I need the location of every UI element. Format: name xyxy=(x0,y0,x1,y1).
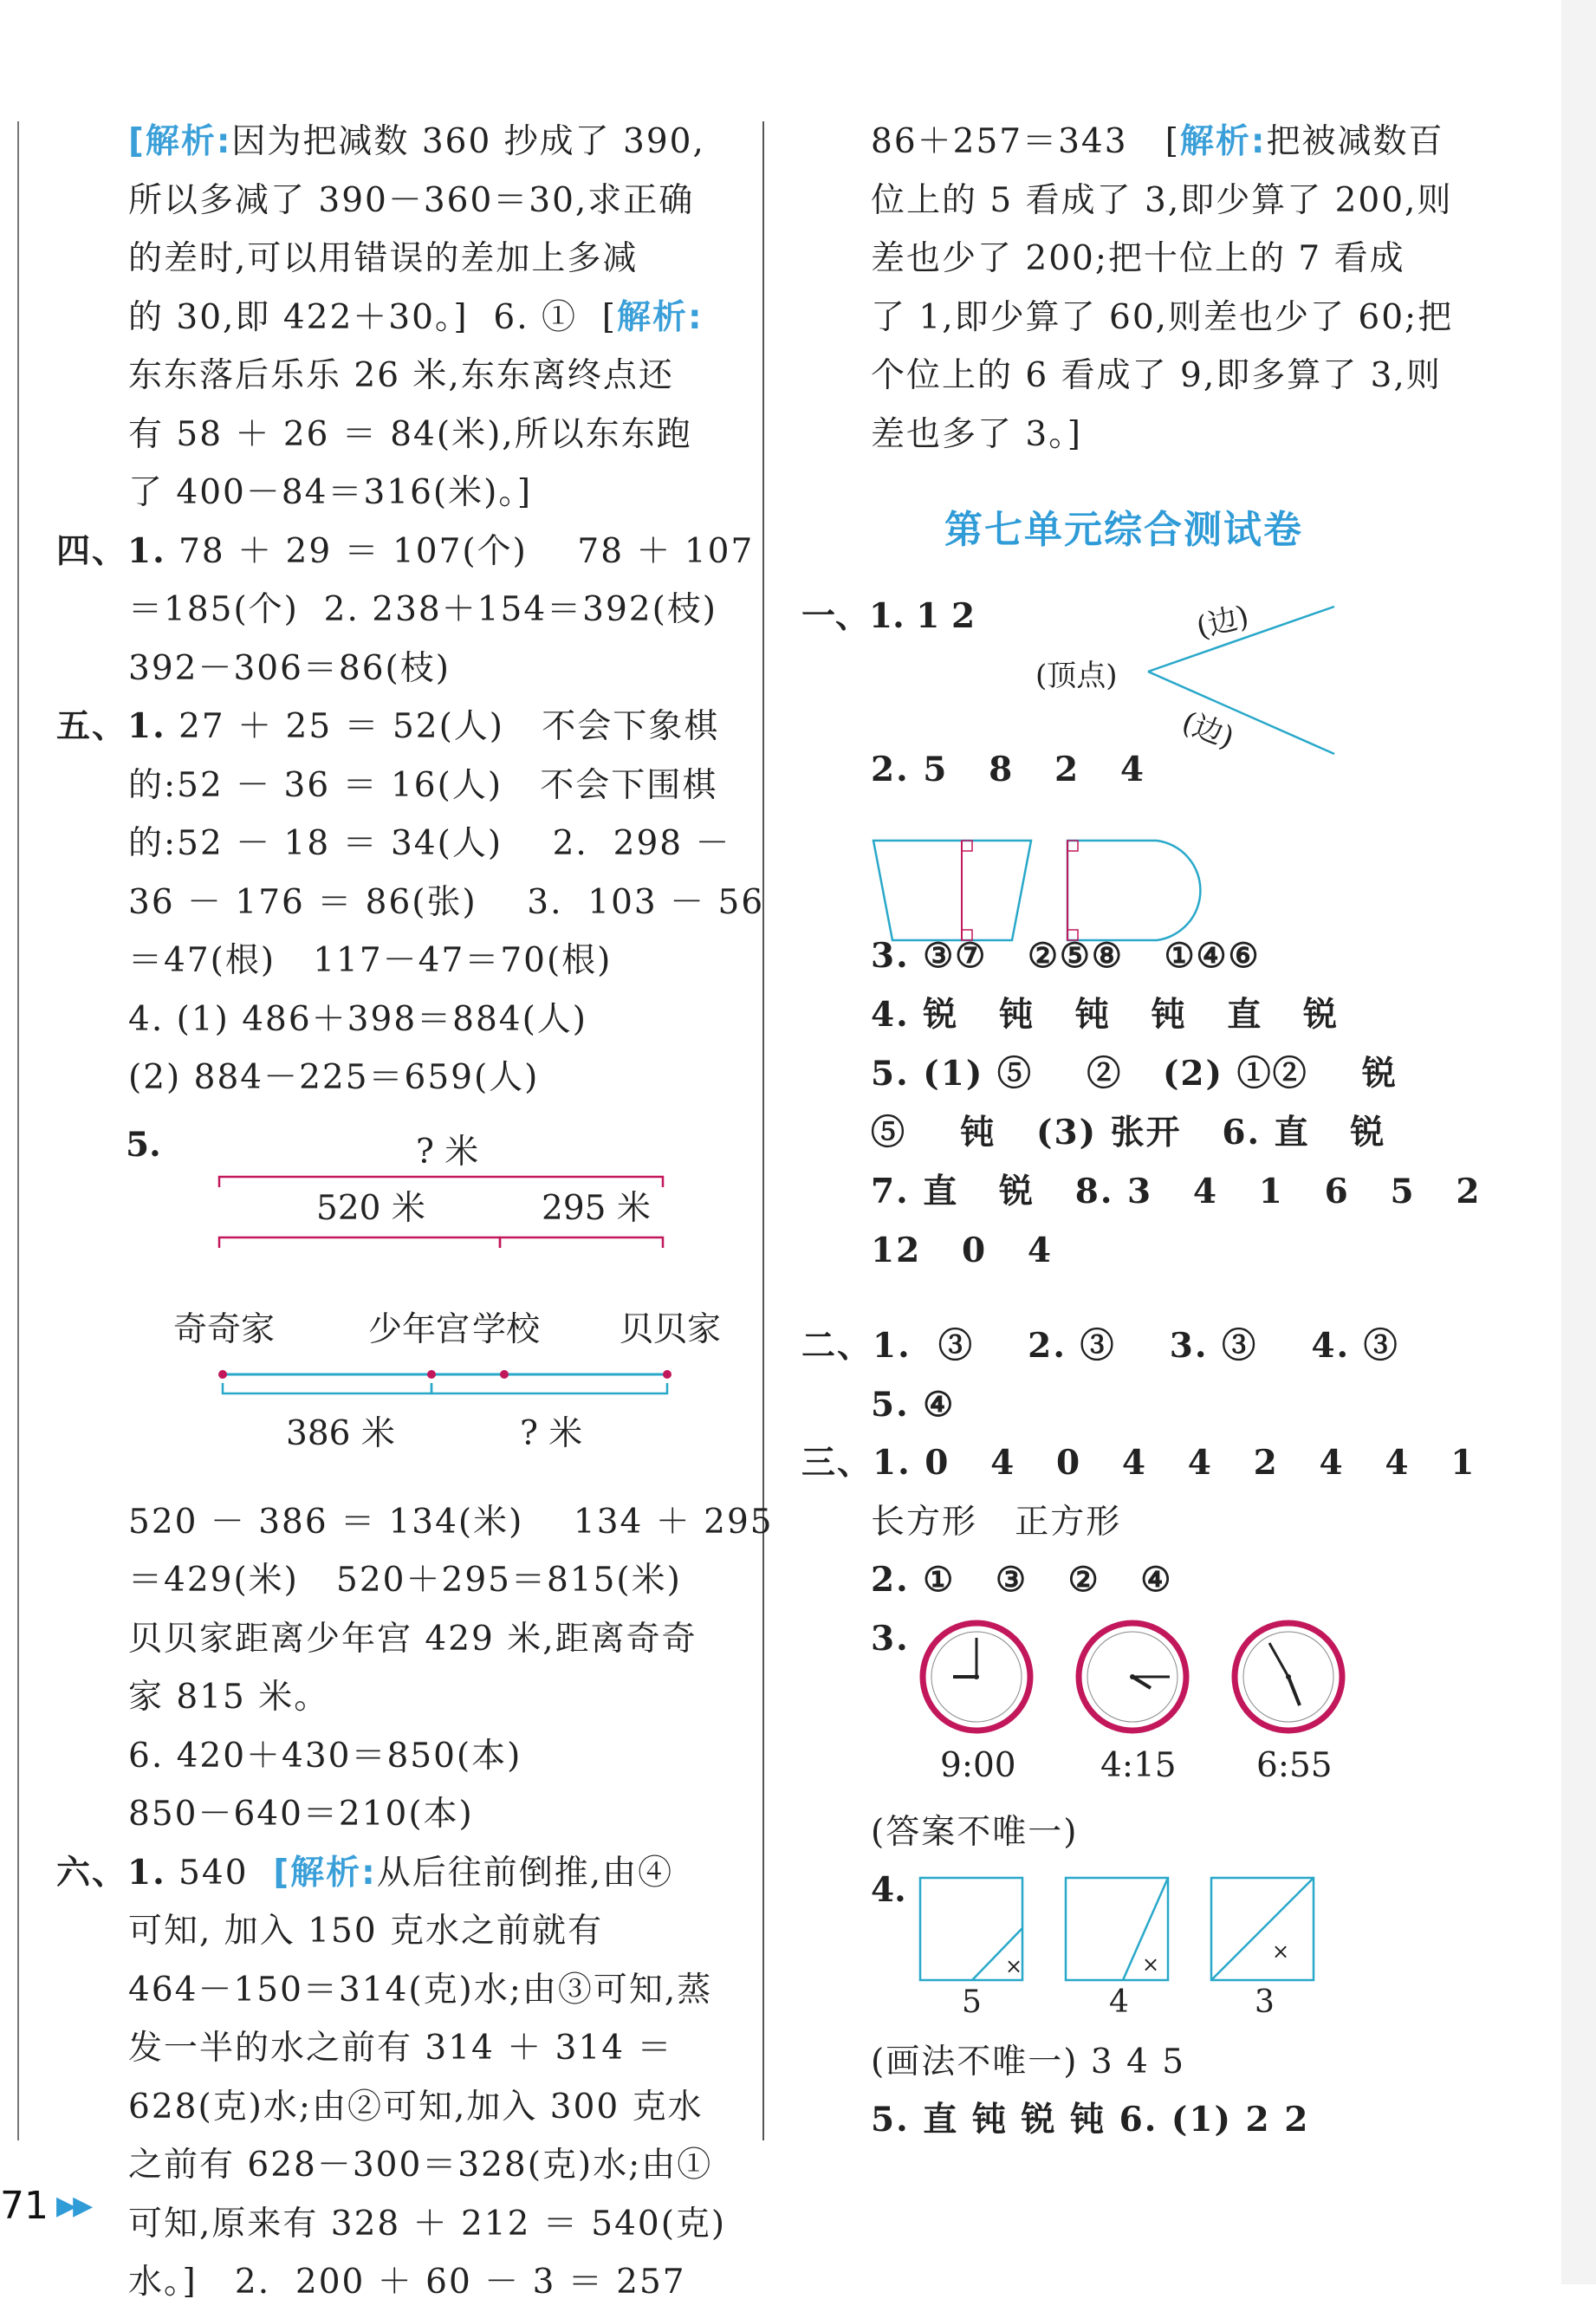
line-text: 了 1,即少算了 60,则差也少了 60;把 xyxy=(871,297,1454,337)
text-line xyxy=(801,347,1495,406)
analysis-tag: [解析: xyxy=(128,122,232,161)
text-line xyxy=(56,1049,741,1107)
text-line xyxy=(56,172,741,231)
question-number: 五、1. xyxy=(56,706,166,746)
line-text: ＝185(个) 2. 238＋154＝392(枝) xyxy=(128,590,718,629)
square-1 xyxy=(920,1878,1022,1980)
text-line xyxy=(801,406,1495,464)
line-text: 628(克)水;由②可知,加入 300 克水 xyxy=(128,2087,704,2127)
line-text: 水。] 2. 200 ＋ 60 － 3 ＝ 257 xyxy=(128,2263,686,2302)
section-two-q: 二、1. ③ 2. ③ 3. ③ 4. ③ xyxy=(801,1326,1399,1366)
point-shaonian xyxy=(427,1370,436,1379)
line-text-rest: 从后往前倒推,由④ xyxy=(376,1853,674,1893)
text-line: 家 815 米。 xyxy=(128,1678,330,1717)
text-line xyxy=(56,757,741,815)
analysis-tag: 解析: xyxy=(1179,122,1267,161)
line-text: 的:52 － 36 ＝ 16(人) 不会下围棋 xyxy=(128,765,718,805)
time-1: 9:00 xyxy=(940,1746,1016,1785)
clock-2 xyxy=(1079,1623,1186,1731)
line-text: 可知, 加入 150 克水之前就有 xyxy=(128,1912,604,1951)
place-beibei: 贝贝家 xyxy=(620,1309,722,1349)
edge-top-label: (边) xyxy=(1192,599,1253,646)
answer-line: 3. ③⑦ ②⑤⑧ ①④⑥ xyxy=(871,936,1261,976)
text-line: ＝429(米) 520＋295＝815(米) xyxy=(128,1561,682,1600)
line-text: 东东落后乐乐 26 米,东东离终点还 xyxy=(128,356,674,395)
section-two xyxy=(801,1317,1476,1668)
top-unknown-label: ? 米 xyxy=(416,1132,479,1172)
line-text: 了 400－84＝316(米)。] xyxy=(128,473,533,512)
svg-text:×: × xyxy=(1272,1939,1290,1964)
text-line xyxy=(56,113,741,172)
svg-text:×: × xyxy=(1142,1952,1160,1977)
analysis-tag: [解析: xyxy=(273,1853,377,1893)
line-text: 的 30,即 422＋30。] 6. ① [ xyxy=(128,297,618,337)
section-three-q3: 3. xyxy=(871,1618,910,1659)
svg-text:×: × xyxy=(1005,1954,1023,1978)
text-line xyxy=(56,581,741,640)
d-shape xyxy=(1067,841,1200,940)
text-line xyxy=(56,523,755,581)
point-beibei xyxy=(663,1370,671,1379)
text-line xyxy=(56,347,741,406)
text-line xyxy=(801,230,1495,289)
page-edge xyxy=(1561,0,1596,2284)
clock-1 xyxy=(923,1623,1030,1731)
text-line xyxy=(56,1961,741,2020)
place-school: 学校 xyxy=(472,1309,541,1349)
text-line xyxy=(56,640,741,698)
text-line xyxy=(801,172,1495,231)
analysis-tag: 解析: xyxy=(617,297,704,337)
square-label-2: 4 xyxy=(1109,1984,1129,2020)
answer-line: 4. 锐 钝 钝 钝 直 锐 xyxy=(871,995,1339,1035)
seg2-brace xyxy=(500,1237,663,1248)
text-line xyxy=(56,2253,741,2312)
section-two-q5: 5. ④ xyxy=(871,1384,956,1425)
answer-line: 7. 直 锐 8. 3 4 1 6 5 2 xyxy=(871,1172,1482,1211)
angle-edge-bottom xyxy=(1148,672,1334,754)
square-label-3: 3 xyxy=(1255,1984,1275,2020)
section-three-q1: 三、1. 0 4 0 4 4 2 4 4 1 xyxy=(801,1443,1476,1483)
line-text: 之前有 628－300＝328(克)水;由① xyxy=(128,2146,713,2185)
text-line xyxy=(56,2195,741,2254)
text-line xyxy=(56,873,765,932)
bottom-brace-1 xyxy=(223,1383,431,1393)
line-text: ＝47(根) 117－47＝70(根) xyxy=(128,941,613,980)
text-line: 贝贝家距离少年宫 429 米,距离奇奇 xyxy=(128,1619,697,1659)
line-text: 可知,原来有 328 ＋ 212 ＝ 540(克) xyxy=(128,2204,727,2244)
line-text: 个位上的 6 看成了 9,即多算了 3,则 xyxy=(871,356,1442,395)
line-text: 464－150＝314(克)水;由③可知,蒸 xyxy=(128,1970,713,2010)
edge-bottom-label: (边) xyxy=(1177,705,1239,756)
text-line xyxy=(56,230,741,289)
seg1-brace xyxy=(219,1237,500,1248)
line-text: 因为把减数 360 抄成了 390, xyxy=(231,122,705,161)
section-three-shapes: 长方形 正方形 xyxy=(871,1502,1122,1542)
q4-number: 4. xyxy=(871,1870,906,1910)
line-text: 86＋257＝343 [ xyxy=(871,122,1180,161)
text-line xyxy=(56,289,741,347)
line-text-rest: 把被减数百 xyxy=(1266,122,1444,161)
bottom-label-1: 386 米 xyxy=(286,1413,395,1453)
text-line xyxy=(801,289,1495,347)
q4-note: (画法不唯一) 3 4 5 xyxy=(871,2042,1186,2081)
angle-question xyxy=(801,589,975,638)
answer-line: 12 0 4 xyxy=(871,1231,1054,1270)
bottom-brace-2 xyxy=(431,1383,667,1393)
question-number: 六、1. xyxy=(56,1852,166,1893)
seg2-label: 295 米 xyxy=(542,1188,651,1228)
text-line xyxy=(56,2078,741,2137)
text-line xyxy=(56,1844,741,1903)
place-shaonian: 少年宫 xyxy=(368,1309,470,1349)
question-number: 四、1. xyxy=(56,530,166,571)
shapes-figure xyxy=(866,832,1230,953)
square-2 xyxy=(1066,1878,1168,1980)
diagram-number: 5. xyxy=(126,1124,161,1165)
line-text: 392－306＝86(枝) xyxy=(128,648,451,688)
text-line xyxy=(801,113,1495,172)
line-text: 的:52 － 18 ＝ 34(人) 2. 298 － xyxy=(128,824,731,863)
text-line: 520 － 386 ＝ 134(米) 134 ＋ 295 xyxy=(128,1502,774,1542)
text-line xyxy=(56,2019,741,2078)
answer-note: (答案不唯一) xyxy=(871,1813,1079,1852)
text-line: 6. 420＋430＝850(本) xyxy=(128,1736,522,1776)
line-text: 540 xyxy=(165,1853,274,1893)
square-3 xyxy=(1211,1878,1314,1980)
line-text: (2) 884－225＝659(人) xyxy=(128,1058,540,1097)
left-column xyxy=(56,113,774,2312)
squares xyxy=(918,1876,1334,1984)
q5-line: 5. 直 钝 锐 钝 6. (1) 2 2 xyxy=(871,2100,1310,2140)
seg1-label: 520 米 xyxy=(316,1188,425,1228)
text-line: 850－640＝210(本) xyxy=(128,1795,474,1834)
point-qiqi xyxy=(218,1370,227,1379)
text-line xyxy=(56,815,741,873)
clock-3 xyxy=(1235,1623,1342,1731)
trapezoid xyxy=(873,841,1031,940)
answer-line: ⑤ 钝 (3) 张开 6. 直 锐 xyxy=(871,1113,1386,1153)
line-text: 4. (1) 486＋398＝884(人) xyxy=(128,999,587,1039)
right-column xyxy=(801,113,1495,464)
page-arrow-icon: ▶▶ xyxy=(56,2191,90,2221)
clocks xyxy=(918,1619,1369,1740)
line-text: 位上的 5 看成了 3,即少算了 200,则 xyxy=(871,180,1453,220)
line-text: 27 ＋ 25 ＝ 52(人) 不会下象棋 xyxy=(165,707,720,746)
place-qiqi: 奇奇家 xyxy=(173,1309,276,1349)
time-3: 6:55 xyxy=(1256,1746,1333,1785)
text-line xyxy=(56,1902,741,1961)
vertex-label: (顶点) xyxy=(1035,659,1118,693)
time-2: 4:15 xyxy=(1100,1746,1177,1785)
line-text: 所以多减了 390－360＝30,求正确 xyxy=(128,180,695,220)
point-school xyxy=(500,1370,509,1379)
angle-q-text: 一、1. 1 2 xyxy=(801,596,976,636)
bottom-label-2: ? 米 xyxy=(520,1413,583,1453)
section-title: 第七单元综合测试卷 xyxy=(944,508,1303,552)
section-three-q2: 2. ① ③ ② ④ xyxy=(871,1560,1173,1600)
route-diagram xyxy=(56,1107,774,1575)
text-line xyxy=(56,406,741,464)
line-text: 发一半的水之前有 314 ＋ 314 ＝ xyxy=(128,2029,673,2068)
text-line xyxy=(56,2136,741,2195)
answer-line: 2. 5 8 2 4 xyxy=(871,750,1146,789)
line-text: 有 58 ＋ 26 ＝ 84(米),所以东东跑 xyxy=(128,414,692,454)
column-divider xyxy=(762,121,764,2140)
line-text: 差也少了 200;把十位上的 7 看成 xyxy=(871,239,1405,278)
line-text: 36 － 176 ＝ 86(张) 3. 103 － 56 xyxy=(128,882,765,922)
line-text: 差也多了 3。] xyxy=(871,414,1082,454)
square-label-1: 5 xyxy=(962,1984,982,2020)
text-line xyxy=(56,932,741,990)
text-line xyxy=(56,464,741,523)
page-number: 71 xyxy=(0,2184,49,2228)
line-text: 的差时,可以用错误的差加上多减 xyxy=(128,239,639,278)
text-line xyxy=(56,990,741,1049)
answer-line: 5. (1) ⑤ ② (2) ①② 锐 xyxy=(871,1054,1398,1094)
line-text: 78 ＋ 29 ＝ 107(个) 78 ＋ 107 xyxy=(165,531,755,571)
text-line xyxy=(56,698,741,757)
left-margin-rule xyxy=(17,121,19,2140)
